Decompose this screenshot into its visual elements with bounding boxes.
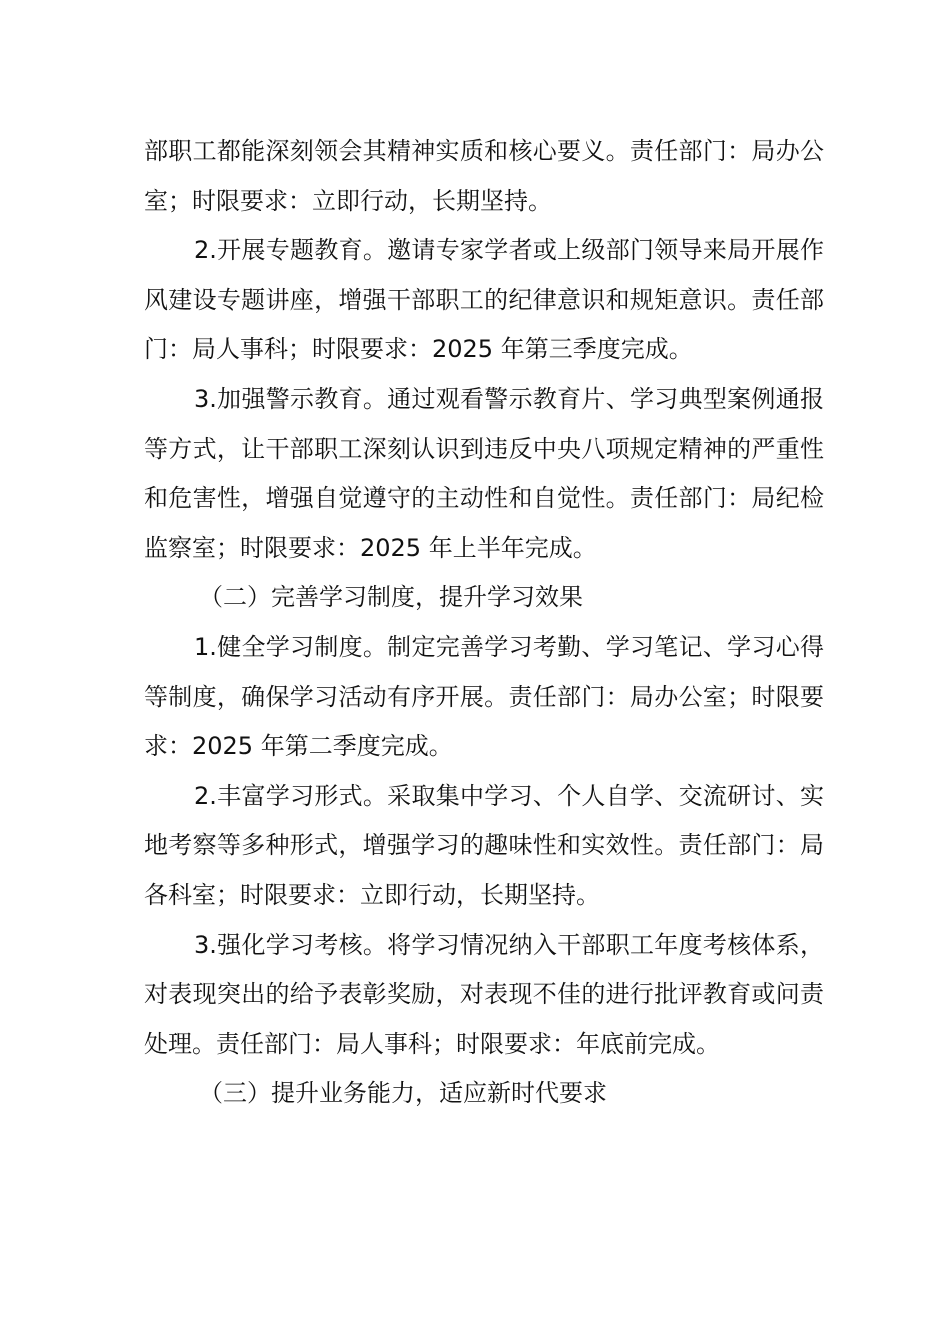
paragraph-item-learning-system: 1.健全学习制度。制定完善学习考勤、学习笔记、学习心得等制度，确保学习活动有序开展。责任部门：局办公室；时限要求：2025 年第二季度完成。 <box>144 632 824 761</box>
document-body <box>144 127 824 1119</box>
paragraph-item-special-education: 2.开展专题教育。邀请专家学者或上级部门领导来局开展作风建设专题讲座，增强干部职工的纪律意识和规矩意识。责任部门：局人事科；时限要求：2025 年第三季度完成。 <box>144 236 824 364</box>
paragraph-item-learning-assessment: 3.强化学习考核。将学习情况纳入干部职工年度考核体系，对表现突出的给予表彰奖励，对表现不佳的进行批评教育或问责处理。责任部门：局人事科；时限要求：年底前完成。 <box>144 930 824 1058</box>
section-heading-business-ability: （三）提升业务能力，适应新时代要求 <box>199 1079 607 1108</box>
paragraph-item-learning-forms: 2.丰富学习形式。采取集中学习、个人自学、交流研讨、实地考察等多种形式，增强学习的趣味性和实效性。责任部门：局各科室；时限要求：立即行动，长期坚持。 <box>144 781 824 909</box>
section-heading-learning-system: （二）完善学习制度，提升学习效果 <box>199 583 583 612</box>
paragraph-continuation: 部职工都能深刻领会其精神实质和核心要义。责任部门：局办公室；时限要求：立即行动，长期坚持。 <box>144 137 824 215</box>
paragraph-item-warning-education: 3.加强警示教育。通过观看警示教育片、学习典型案例通报等方式，让干部职工深刻认识到违反中央八项规定精神的严重性和危害性，增强自觉遵守的主动性和自觉性。责任部门：局纪检监察室；时限要求：2025 年上半年完成。 <box>144 384 824 562</box>
